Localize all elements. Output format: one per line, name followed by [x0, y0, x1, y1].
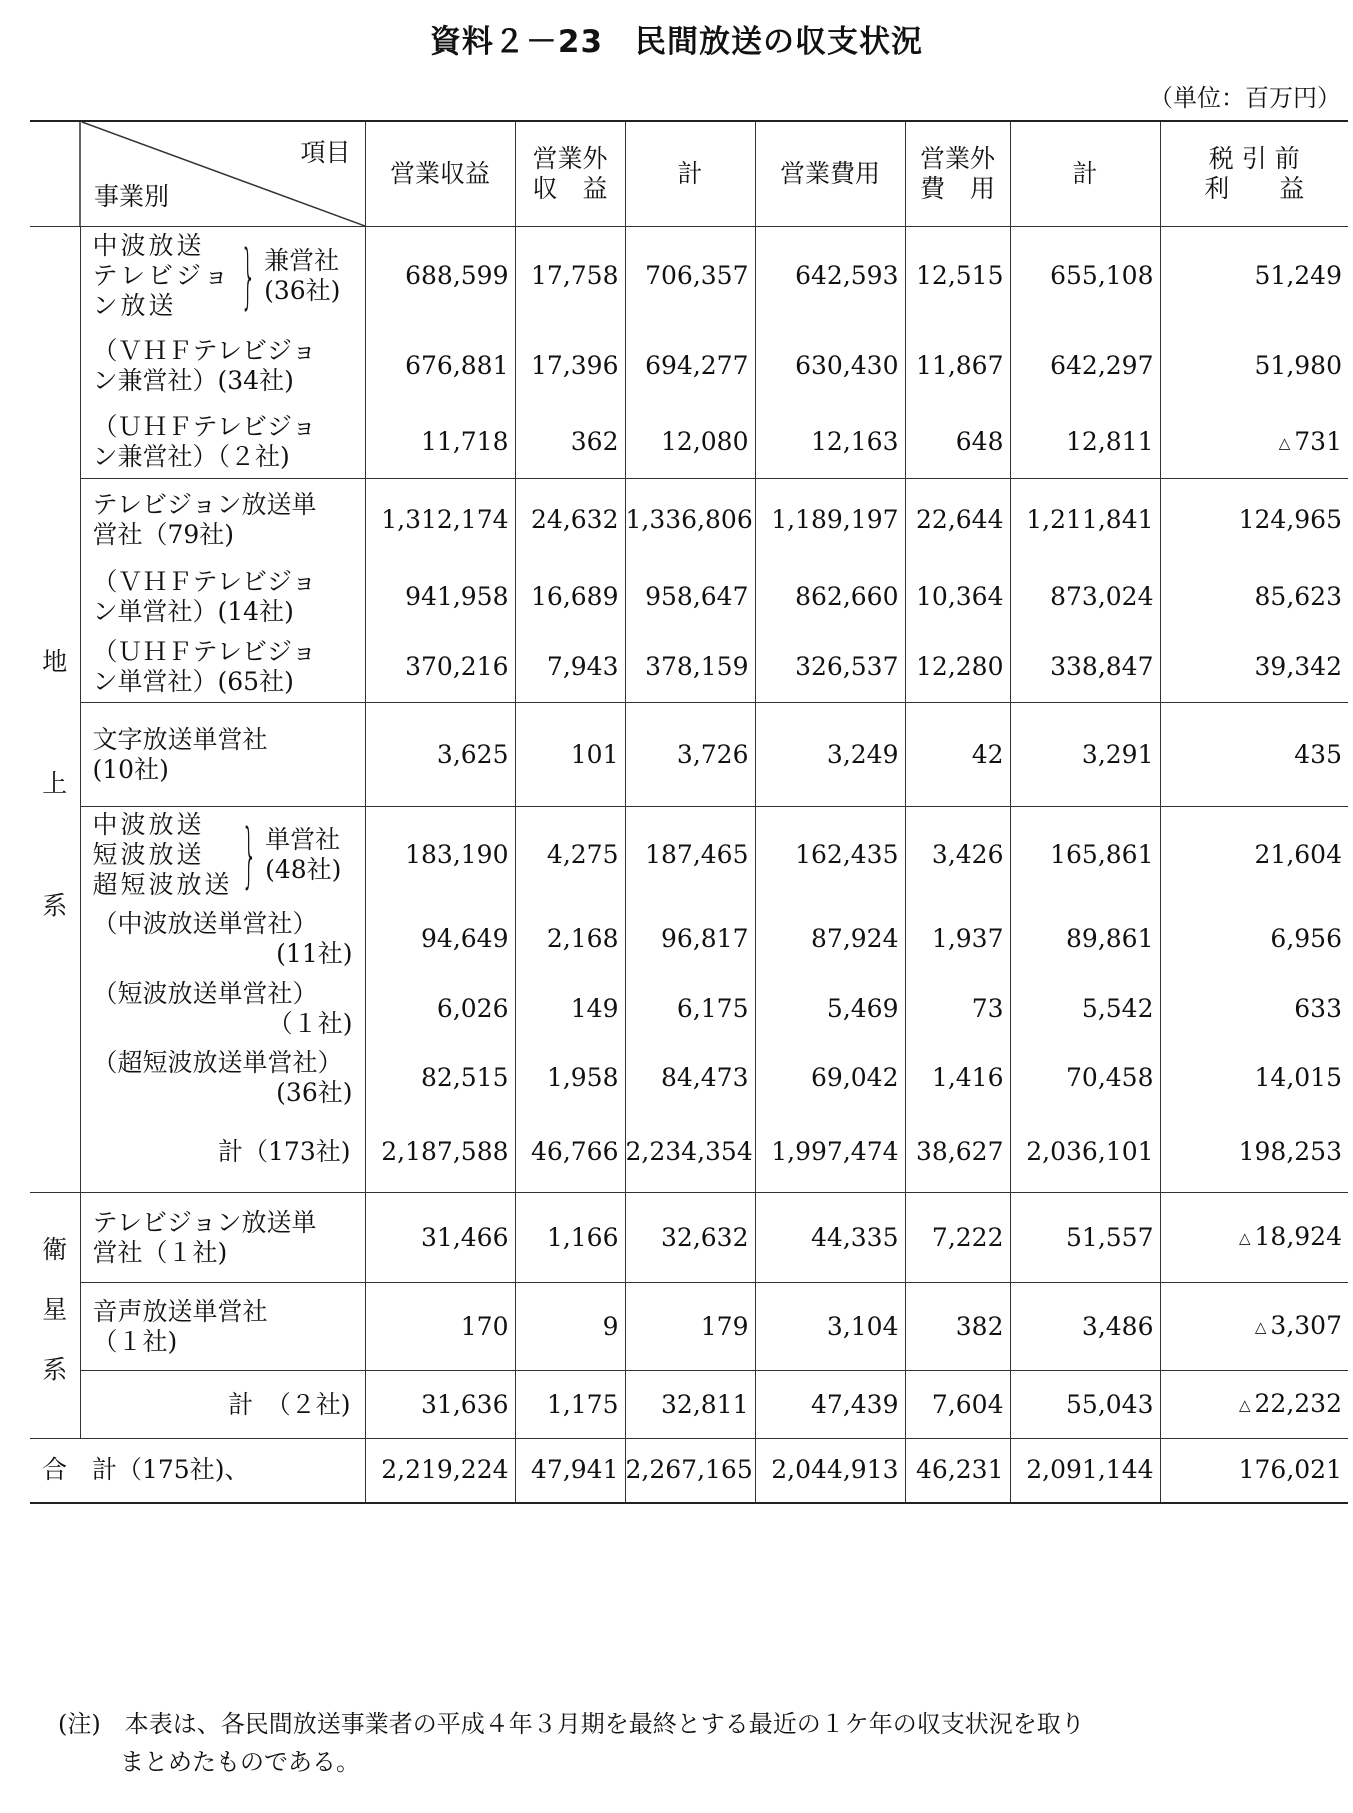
value-cell: 5,469 [755, 975, 905, 1043]
label-line: （中波放送単営社） [92, 908, 318, 938]
footnote-line-1: (注) 本表は、各民間放送事業者の平成４年３月期を最終とする最近の１ケ年の収支状況を取り [58, 1710, 1085, 1738]
value-cell: 3,291 [1010, 703, 1160, 807]
header-diagonal [30, 122, 365, 226]
label-line: 兼営社 [264, 245, 340, 275]
page-title: 資料２－23 民間放送の収支状況 [429, 24, 924, 60]
value-cell: 198,253 [1160, 1113, 1348, 1193]
negative-mark-icon: △ [1278, 434, 1291, 452]
value-cell: 12,515 [905, 227, 1010, 325]
row-label [80, 561, 365, 633]
label-line: 中波放送 [92, 809, 205, 839]
row-label [80, 703, 365, 807]
value-cell: 22,644 [905, 479, 1010, 561]
value-cell: 6,026 [365, 975, 515, 1043]
value-cell: 46,231 [905, 1439, 1010, 1503]
value-cell: 630,430 [755, 325, 905, 407]
value-cell: 9 [515, 1283, 625, 1371]
value-cell: 688,599 [365, 227, 515, 325]
value-cell: 124,965 [1160, 479, 1348, 561]
column-header: 営業費用 [755, 121, 905, 227]
header-row [30, 121, 1348, 227]
category-char: 衛 [42, 1235, 68, 1264]
value-cell: 2,187,588 [365, 1113, 515, 1193]
value-cell: 11,718 [365, 407, 515, 479]
row-label [30, 1439, 365, 1503]
label-line: (10社) [92, 754, 169, 784]
value-cell: 179 [625, 1283, 755, 1371]
value-cell: 38,627 [905, 1113, 1010, 1193]
brace-lines [93, 810, 233, 900]
value-cell: 3,486 [1010, 1283, 1160, 1371]
header-corner [30, 121, 365, 227]
label-line: 営社（79社) [92, 519, 235, 549]
value-cell: 42 [905, 703, 1010, 807]
row-label [80, 227, 365, 325]
value-cell: 84,473 [625, 1043, 755, 1113]
column-header: 営業収益 [365, 121, 515, 227]
value-cell: 873,024 [1010, 561, 1160, 633]
category-char: 上 [42, 769, 68, 798]
value-cell: 176,021 [1160, 1439, 1348, 1503]
value-cell: 7,943 [515, 633, 625, 703]
label-line: テレビジョン放送単 [92, 489, 317, 519]
row-label [80, 807, 365, 903]
value-cell: 12,811 [1010, 407, 1160, 479]
row-label [80, 633, 365, 703]
category-char: 系 [42, 891, 68, 920]
value-cell: 655,108 [1010, 227, 1160, 325]
value-cell: 435 [1160, 703, 1348, 807]
label-line: ン兼営社）（２社) [92, 442, 290, 472]
label-line: 営社（１社) [92, 1237, 228, 1267]
row-label [80, 975, 365, 1043]
label-line: (36社) [264, 275, 341, 305]
value-cell: 2,234,354 [625, 1113, 755, 1193]
label-line: ン放送 [92, 290, 177, 320]
row-label [80, 1193, 365, 1283]
value-cell: 162,435 [755, 807, 905, 903]
table-row [30, 807, 1348, 903]
value-cell: 85,623 [1160, 561, 1348, 633]
value-cell: 101 [515, 703, 625, 807]
value-cell: 642,297 [1010, 325, 1160, 407]
value-cell: 3,104 [755, 1283, 905, 1371]
value-cell: 706,357 [625, 227, 755, 325]
value-cell: 7,604 [905, 1371, 1010, 1439]
value-cell: 55,043 [1010, 1371, 1160, 1439]
value-cell: 39,342 [1160, 633, 1348, 703]
row-label [80, 1113, 365, 1193]
negative-mark-icon: △ [1238, 1396, 1251, 1415]
label-line: ン兼営社）(34社) [92, 365, 294, 395]
label-line: (11社) [276, 938, 353, 968]
negative-mark-icon: △ [1254, 1318, 1267, 1337]
brace-lines [93, 231, 232, 321]
value-cell [1160, 1371, 1348, 1439]
table-row [30, 1113, 1348, 1193]
value-text: 18,924 [1254, 1221, 1342, 1251]
label-line: ン単営社）(65社) [92, 667, 294, 697]
header-row-label: 事業別 [94, 182, 170, 211]
value-cell: 32,632 [625, 1193, 755, 1283]
footnote-line-2: まとめたものである。 [120, 1748, 360, 1776]
label-line: 文字放送単営社 [92, 724, 268, 754]
value-cell: 362 [515, 407, 625, 479]
value-cell: 6,175 [625, 975, 755, 1043]
value-cell: 1,175 [515, 1371, 625, 1439]
value-cell: 1,189,197 [755, 479, 905, 561]
value-cell: 370,216 [365, 633, 515, 703]
table-row [30, 633, 1348, 703]
label-line: （ＶＨＦテレビジョ [92, 566, 317, 596]
label-line: 合 計（175社)、 [42, 1455, 250, 1485]
value-cell: 3,249 [755, 703, 905, 807]
value-cell: 642,593 [755, 227, 905, 325]
table-row [30, 561, 1348, 633]
value-cell: 10,364 [905, 561, 1010, 633]
brace-group [93, 231, 365, 321]
value-cell: 3,426 [905, 807, 1010, 903]
value-cell: 46,766 [515, 1113, 625, 1193]
value-cell: 2,219,224 [365, 1439, 515, 1503]
value-cell: 2,036,101 [1010, 1113, 1160, 1193]
value-cell: 12,080 [625, 407, 755, 479]
value-cell: 633 [1160, 975, 1348, 1043]
unit-label: （単位：百万円） [1149, 84, 1341, 112]
label-line: 超短波放送 [92, 869, 233, 899]
label-line: (36社) [276, 1077, 353, 1107]
value-cell: 187,465 [625, 807, 755, 903]
value-cell: 941,958 [365, 561, 515, 633]
label-line: ン単営社）(14社) [92, 596, 294, 626]
value-cell: 326,537 [755, 633, 905, 703]
value-cell: 47,439 [755, 1371, 905, 1439]
row-label [80, 1043, 365, 1113]
table-row [30, 227, 1348, 325]
value-cell: 3,625 [365, 703, 515, 807]
value-cell: 24,632 [515, 479, 625, 561]
table-row [30, 1439, 1348, 1503]
value-cell: 14,015 [1160, 1043, 1348, 1113]
column-header: 営業外 費 用 [905, 121, 1010, 227]
value-cell: 165,861 [1010, 807, 1160, 903]
value-cell: 1,336,806 [625, 479, 755, 561]
table-row [30, 1193, 1348, 1283]
brace-text [265, 825, 341, 885]
brace-group [93, 810, 365, 900]
category-satellite [30, 1193, 80, 1439]
table-row [30, 1043, 1348, 1113]
header-item-label: 項目 [300, 138, 351, 167]
value-cell: 149 [515, 975, 625, 1043]
value-cell: 3,726 [625, 703, 755, 807]
value-cell: 378,159 [625, 633, 755, 703]
column-header: 税 引 前 利 益 [1160, 121, 1348, 227]
value-cell: 6,956 [1160, 903, 1348, 975]
value-cell: 17,758 [515, 227, 625, 325]
column-header: 計 [625, 121, 755, 227]
value-cell: 862,660 [755, 561, 905, 633]
value-cell: 44,335 [755, 1193, 905, 1283]
label-line: （ＶＨＦテレビジョ [92, 335, 317, 365]
value-cell: 1,416 [905, 1043, 1010, 1113]
label-line: (48社) [265, 854, 342, 884]
label-line: 音声放送単営社 [92, 1296, 268, 1326]
value-cell: 96,817 [625, 903, 755, 975]
table-row [30, 703, 1348, 807]
value-text: 22,232 [1254, 1388, 1342, 1418]
footnote [58, 1705, 1338, 1781]
value-cell: 170 [365, 1283, 515, 1371]
value-cell: 1,937 [905, 903, 1010, 975]
value-cell: 183,190 [365, 807, 515, 903]
value-cell [1160, 1283, 1348, 1371]
value-cell: 958,647 [625, 561, 755, 633]
category-char: 地 [42, 647, 68, 676]
negative-mark-icon: △ [1238, 1229, 1251, 1248]
value-cell: 1,211,841 [1010, 479, 1160, 561]
label-line: （ＵＨＦテレビジョ [92, 637, 317, 667]
row-label [80, 903, 365, 975]
value-cell: 73 [905, 975, 1010, 1043]
value-cell: 31,636 [365, 1371, 515, 1439]
value-cell: 1,312,174 [365, 479, 515, 561]
label-line: 単営社 [265, 824, 341, 854]
table-row [30, 479, 1348, 561]
table-row [30, 975, 1348, 1043]
table-row [30, 903, 1348, 975]
value-cell: 82,515 [365, 1043, 515, 1113]
value-cell: 12,163 [755, 407, 905, 479]
row-label [80, 479, 365, 561]
value-cell: 31,466 [365, 1193, 515, 1283]
value-cell: 2,091,144 [1010, 1439, 1160, 1503]
value-cell: 382 [905, 1283, 1010, 1371]
value-cell: 4,275 [515, 807, 625, 903]
label-line: テレビジョン放送単 [92, 1207, 317, 1237]
value-cell: 7,222 [905, 1193, 1010, 1283]
value-text: 731 [1294, 426, 1342, 456]
value-cell: 2,168 [515, 903, 625, 975]
value-cell: 70,458 [1010, 1043, 1160, 1113]
value-cell: 5,542 [1010, 975, 1160, 1043]
brace-icon: } [240, 813, 257, 896]
label-line: （ＵＨＦテレビジョ [92, 412, 317, 442]
table-row [30, 325, 1348, 407]
value-cell: 676,881 [365, 325, 515, 407]
table-row [30, 1371, 1348, 1439]
value-cell: 12,280 [905, 633, 1010, 703]
value-cell: 16,689 [515, 561, 625, 633]
value-cell [1160, 407, 1348, 479]
value-cell: 1,958 [515, 1043, 625, 1113]
value-cell: 87,924 [755, 903, 905, 975]
brace-icon: } [239, 234, 256, 317]
value-cell: 69,042 [755, 1043, 905, 1113]
label-line: （１社) [267, 1008, 353, 1038]
column-header: 営業外 収 益 [515, 121, 625, 227]
value-cell: 694,277 [625, 325, 755, 407]
value-cell: 51,980 [1160, 325, 1348, 407]
value-cell [1160, 1193, 1348, 1283]
label-line: 短波放送 [92, 839, 205, 869]
value-cell: 51,557 [1010, 1193, 1160, 1283]
column-header: 計 [1010, 121, 1160, 227]
value-cell: 11,867 [905, 325, 1010, 407]
brace-text [264, 246, 340, 306]
value-cell: 21,604 [1160, 807, 1348, 903]
value-cell: 94,649 [365, 903, 515, 975]
value-cell: 338,847 [1010, 633, 1160, 703]
value-text: 3,307 [1270, 1310, 1342, 1340]
label-line: （超短波放送単営社） [92, 1047, 343, 1077]
value-cell: 89,861 [1010, 903, 1160, 975]
table-row [30, 407, 1348, 479]
category-char: 系 [42, 1355, 68, 1384]
label-line: 計 （２社) [228, 1389, 351, 1419]
value-cell: 51,249 [1160, 227, 1348, 325]
value-cell: 1,166 [515, 1193, 625, 1283]
row-label [80, 1371, 365, 1439]
label-line: （１社) [92, 1326, 178, 1356]
category-terrestrial [30, 227, 80, 1193]
label-line: 計（173社) [218, 1137, 351, 1167]
value-cell: 1,997,474 [755, 1113, 905, 1193]
value-cell: 32,811 [625, 1371, 755, 1439]
value-cell: 47,941 [515, 1439, 625, 1503]
row-label [80, 325, 365, 407]
row-label [80, 407, 365, 479]
revenue-table [30, 120, 1348, 1504]
value-cell: 2,267,165 [625, 1439, 755, 1503]
label-line: 中波放送 [92, 230, 205, 260]
table-row [30, 1283, 1348, 1371]
label-line: （短波放送単営社） [92, 978, 318, 1008]
label-line: テレビジョ [92, 260, 232, 290]
value-cell: 2,044,913 [755, 1439, 905, 1503]
value-cell: 648 [905, 407, 1010, 479]
row-label [80, 1283, 365, 1371]
category-char: 星 [42, 1295, 68, 1324]
value-cell: 17,396 [515, 325, 625, 407]
